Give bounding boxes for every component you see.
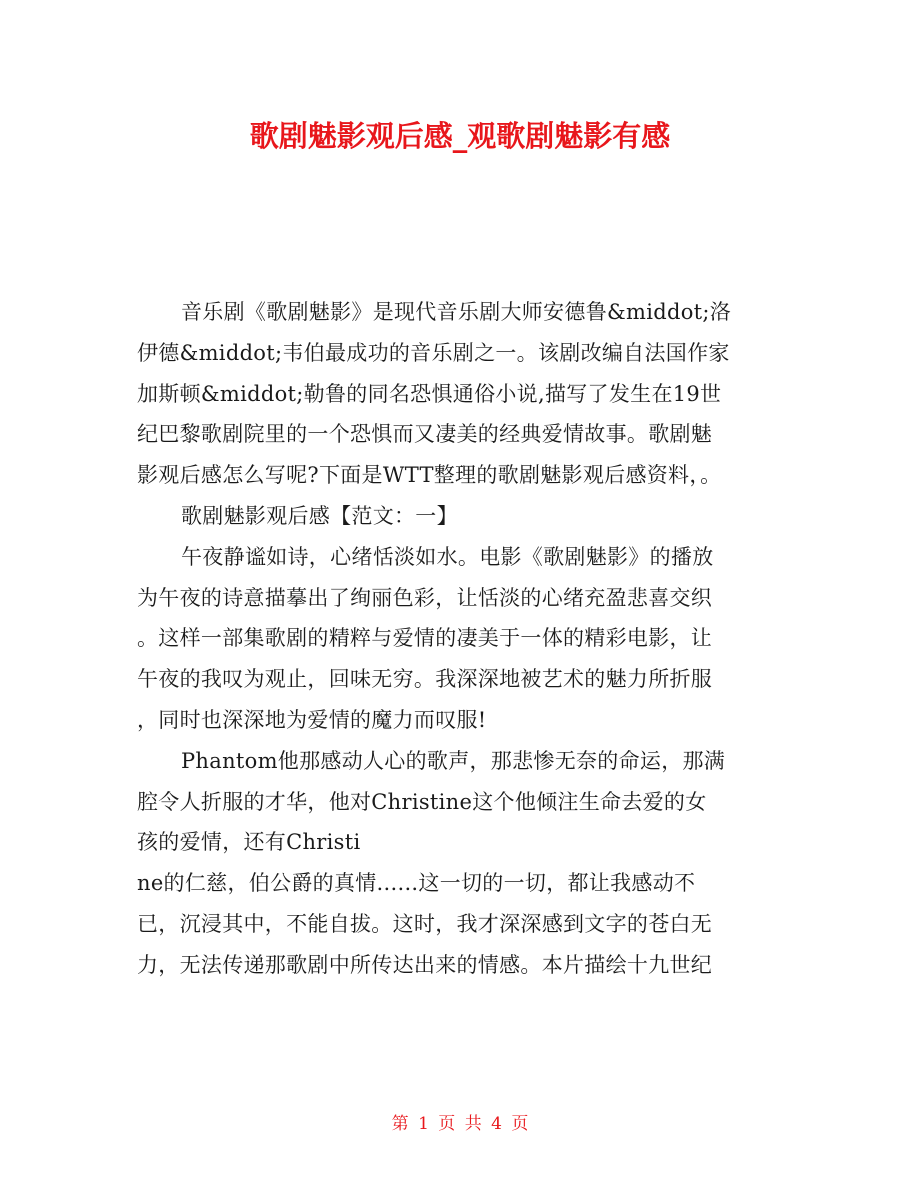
text-line: 伊德&middot;韦伯最成功的音乐剧之一。该剧改编自法国作家 [137,340,730,365]
text-line: Phantom他那感动人心的歌声，那悲惨无奈的命运，那满 [181,748,726,773]
section-heading [137,496,787,537]
text-line: 歌剧魅影观后感【范文：一】 [181,503,458,528]
page-title: 歌剧魅影观后感_观歌剧魅影有感 [249,119,671,153]
page-footer: 第 1 页 共 4 页 [391,1114,529,1134]
paragraph-intro [137,292,787,496]
text-line: 为午夜的诗意描摹出了绚丽色彩，让恬淡的心绪充盈悲喜交织 [137,585,713,610]
text-line: ne的仁慈，伯公爵的真情......这一切的一切，都让我感动不 [137,871,696,896]
text-line: 力，无法传递那歌剧中所传达出来的情感。本片描绘十九世纪 [137,952,713,977]
text-line: 音乐剧《歌剧魅影》是现代音乐剧大师安德鲁&middot;洛 [181,300,732,324]
text-line: 。这样一部集歌剧的精粹与爱情的凄美于一体的精彩电影，让 [137,626,713,651]
paragraph-midnight [137,537,787,741]
paragraph-phantom [137,741,787,863]
text-line: 纪巴黎歌剧院里的一个恐惧而又凄美的经典爱情故事。歌剧魅 [137,422,713,447]
text-line: 午夜的我叹为观止，回味无穷。我深深地被艺术的魅力所折服 [137,667,713,692]
text-line: ，同时也深深地为爱情的魔力而叹服! [137,707,487,732]
text-line: 加斯顿&middot;勒鲁的同名恐惧通俗小说,描写了发生在19世 [137,381,722,406]
text-line: 已，沉浸其中，不能自拔。这时，我才深深感到文字的苍白无 [137,911,713,936]
text-line: 腔令人折服的才华，他对Christine这个他倾注生命去爱的女 [137,789,707,814]
text-line: 午夜静谧如诗，心绪恬淡如水。电影《歌剧魅影》的播放 [181,544,714,569]
text-line: 影观后感怎么写呢?下面是WTT整理的歌剧魅影观后感资料，。 [137,463,722,488]
document-body [137,292,787,986]
paragraph-continuation [137,863,787,985]
text-line: 孩的爱情，还有Christi [137,830,361,855]
